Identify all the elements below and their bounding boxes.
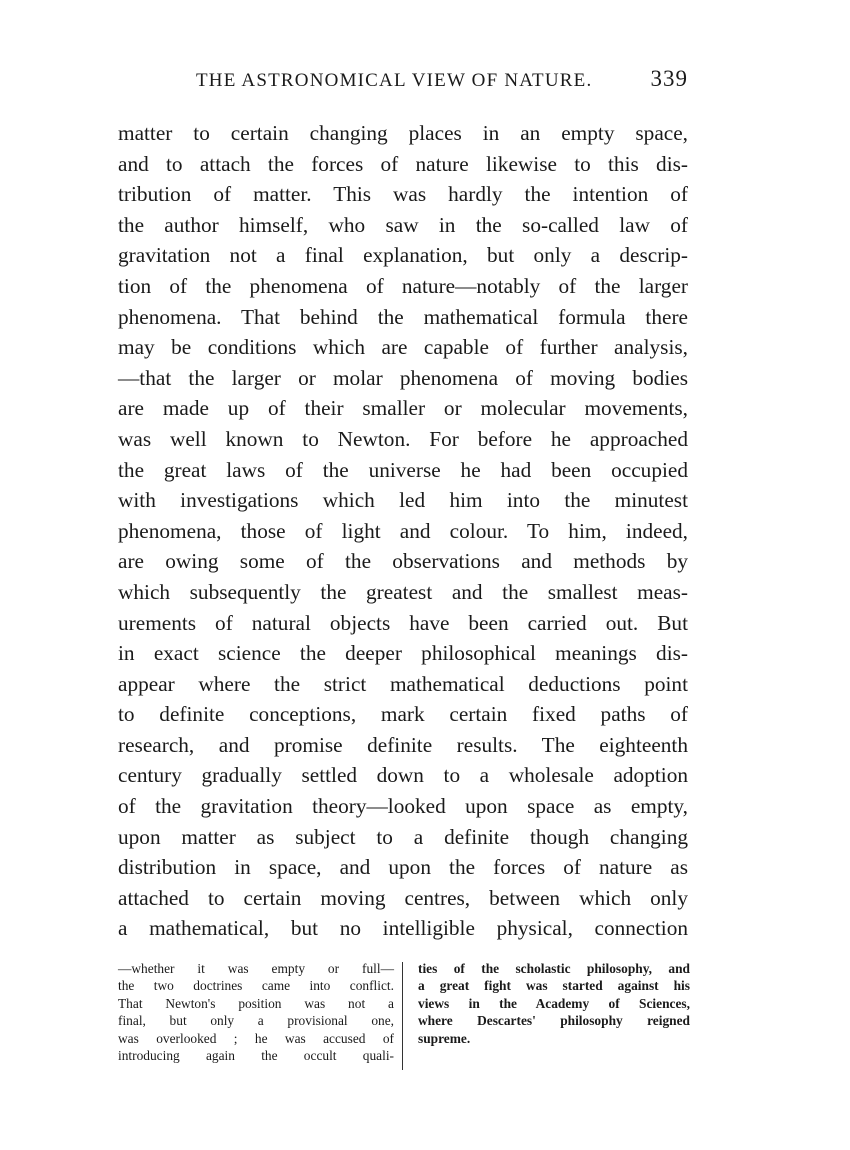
body-line: —that the larger or molar phenomena of moving bodies: [118, 365, 688, 390]
body-line: a mathematical, but no intelligible physical, connection: [118, 916, 688, 941]
footnote-column-left: [118, 960, 394, 1064]
running-title: THE ASTRONOMICAL VIEW OF NATURE.: [196, 70, 593, 91]
page-number: 339: [650, 66, 688, 91]
body-line: may be conditions which are capable of further analysis,: [118, 335, 688, 360]
body-line: the great laws of the universe he had been occupied: [118, 457, 688, 482]
body-line: to definite conceptions, mark certain fixed paths of: [118, 702, 688, 727]
body-line: and to attach the forces of nature likewise to this dis-: [118, 151, 688, 176]
footnote-line: supreme.: [418, 1030, 471, 1046]
body-line: are owing some of the observations and methods by: [118, 549, 688, 574]
body-line: appear where the strict mathematical deductions point: [118, 671, 688, 696]
body-line: in exact science the deeper philosophical meanings dis-: [118, 641, 688, 666]
body-line: century gradually settled down to a wholesale adoption: [118, 763, 688, 788]
footnote-line: views in the Academy of Sciences,: [418, 995, 690, 1011]
body-line: phenomena. That behind the mathematical formula there: [118, 304, 688, 329]
footnote-line: final, but only a provisional one,: [118, 1013, 394, 1029]
body-line: tion of the phenomena of nature—notably of the larger: [118, 273, 688, 298]
footnote-line: introducing again the occult quali-: [118, 1047, 394, 1063]
body-line: matter to certain changing places in an empty space,: [118, 121, 688, 145]
body-line: urements of natural objects have been carried out. But: [118, 610, 688, 635]
footnote-line: the two doctrines came into conflict.: [118, 978, 394, 994]
footnote-line: a great fight was started against his: [418, 978, 690, 994]
footnote-column-right: [418, 960, 690, 1064]
body-line: phenomena, those of light and colour. To him, indeed,: [118, 518, 688, 543]
body-line: upon matter as subject to a definite though changing: [118, 824, 688, 849]
body-line: attached to certain moving centres, between which only: [118, 885, 688, 910]
footnote-line: That Newton's position was not a: [118, 995, 394, 1011]
footnote-line: was overlooked ; he was accused of: [118, 1030, 394, 1046]
body-line: the author himself, who saw in the so-called law of: [118, 212, 688, 237]
body-line: of the gravitation theory—looked upon space as empty,: [118, 794, 688, 819]
body-text: [118, 118, 688, 944]
body-line: gravitation not a final explanation, but only a descrip-: [118, 243, 688, 268]
body-line: are made up of their smaller or molecular movements,: [118, 396, 688, 421]
body-line: research, and promise definite results. The eighteenth: [118, 732, 688, 757]
body-line: tribution of matter. This was hardly the intention of: [118, 182, 688, 207]
footnotes: [118, 960, 690, 1064]
body-line: distribution in space, and upon the forces of nature as: [118, 855, 688, 880]
running-head: [196, 66, 688, 98]
body-line: which subsequently the greatest and the smallest meas-: [118, 579, 688, 604]
footnote-line: —whether it was empty or full—: [118, 961, 394, 976]
body-line: with investigations which led him into the minutest: [118, 488, 688, 513]
footnote-line: ties of the scholastic philosophy, and: [418, 961, 690, 976]
footnote-line: where Descartes' philosophy reigned: [418, 1013, 690, 1029]
body-line: was well known to Newton. For before he approached: [118, 426, 688, 451]
